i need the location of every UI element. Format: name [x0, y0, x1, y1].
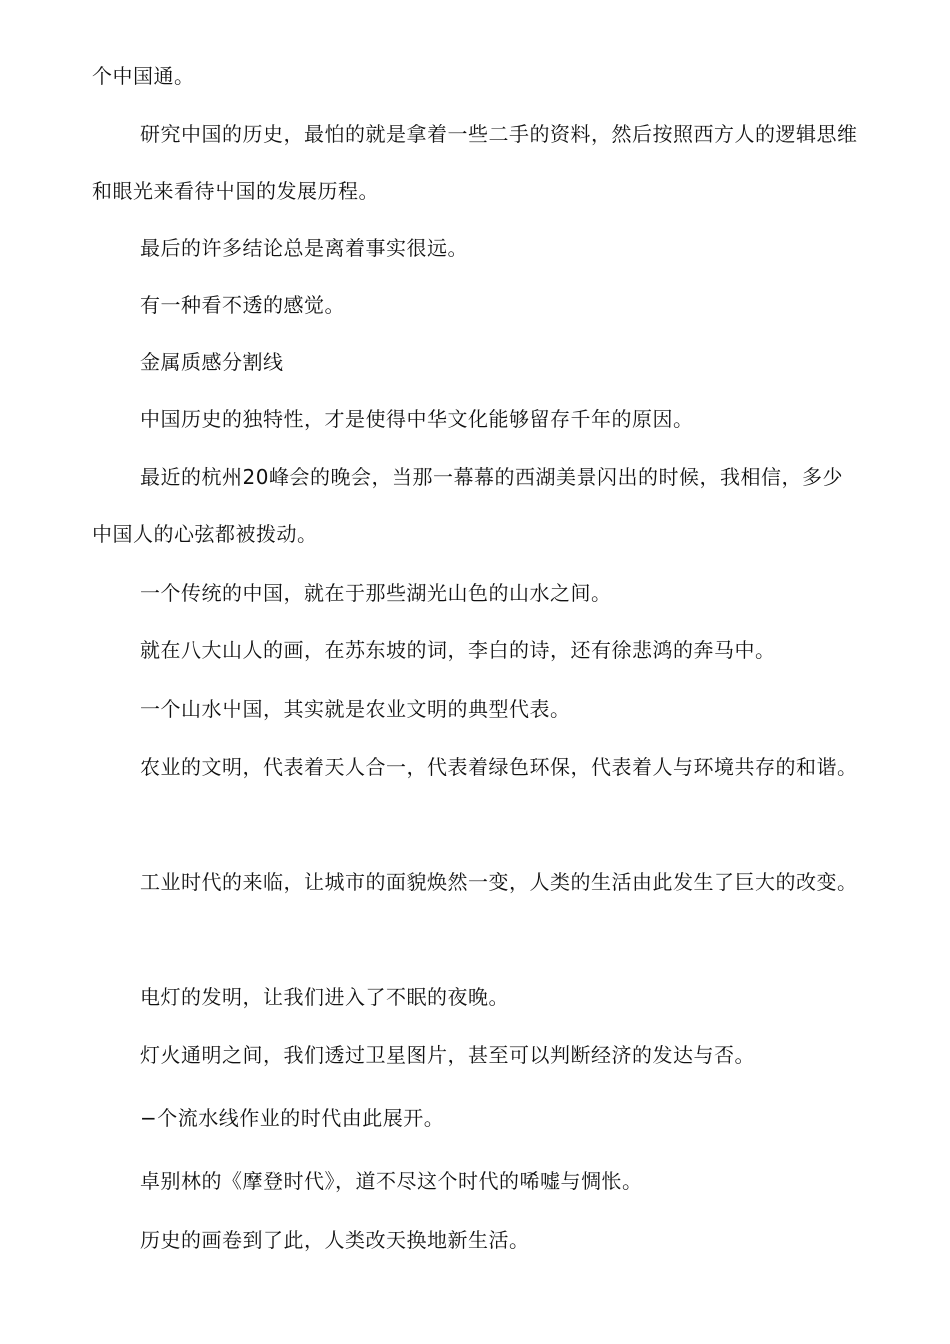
paragraph-1: 个中国通。 — [92, 64, 195, 88]
paragraph-15: −个流水线作业的时代由此展开。 — [140, 1106, 445, 1130]
paragraph-9: 就在八大山人的画，在苏东坡的词，李白的诗，还有徐悲鸿的奔马中。 — [140, 638, 776, 662]
paragraph-6: 中国历史的独特性，才是使得中华文化能够留存千年的原因。 — [140, 407, 694, 431]
section-divider-label: 金属质感分割线 — [140, 350, 284, 374]
paragraph-4: 有一种看不透的感觉。 — [140, 293, 345, 317]
paragraph-16: 卓别林的《摩登时代》，道不尽这个时代的唏嘘与惆怅。 — [140, 1169, 643, 1193]
paragraph-11: 农业的文明，代表着天人合一，代表着绿色环保，代表着人与环境共存的和谐。 — [140, 755, 858, 779]
paragraph-12: 工业时代的来临，让城市的面貌焕然一变，人类的生活由此发生了巨大的改变。 — [140, 870, 858, 894]
paragraph-13: 电灯的发明，让我们进入了不眠的夜晚。 — [140, 985, 509, 1009]
paragraph-17: 历史的画卷到了此，人类改天换地新生活。 — [140, 1228, 530, 1252]
paragraph-2: 研究中国的历史，最怕的就是拿着一些二手的资料，然后按照西方人的逻辑思维和眼光来看待屮国的发展历程。 — [92, 122, 858, 203]
paragraph-14: 灯火通明之间，我们透过卫星图片，甚至可以判断经济的发达与否。 — [140, 1043, 755, 1067]
paragraph-8: 一个传统的中国，就在于那些湖光山色的山水之间。 — [140, 581, 612, 605]
paragraph-7: 最近的杭州20峰会的晚会，当那一幕幕的西湖美景闪出的时候，我相信，多少中国人的心弦都被拨动。 — [92, 465, 843, 546]
paragraph-3: 最后的许多结论总是离着事实很远。 — [140, 236, 468, 260]
paragraph-10: 一个山水屮国，其实就是农业文明的典型代表。 — [140, 697, 571, 721]
